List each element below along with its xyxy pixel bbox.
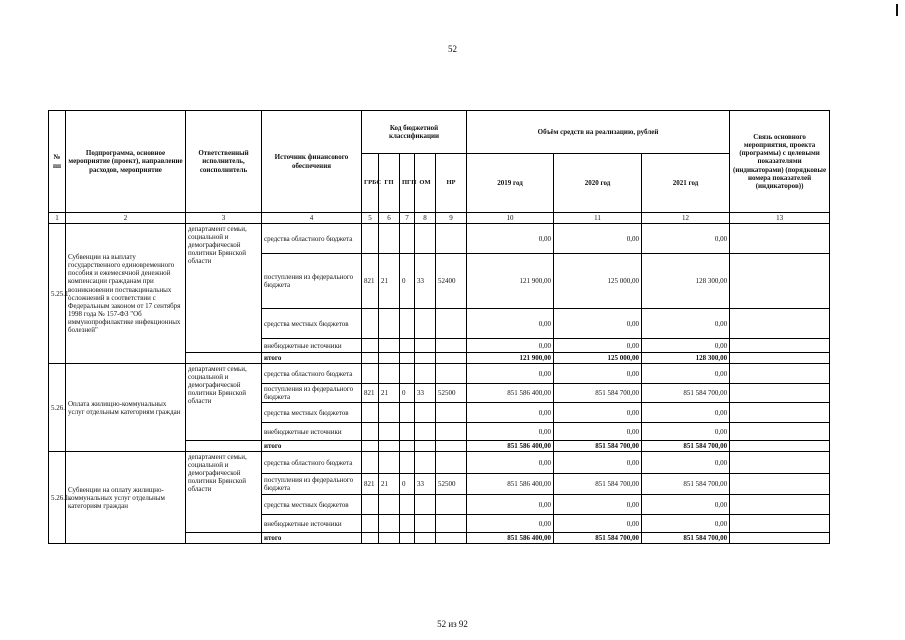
code-pgp: 0 bbox=[400, 384, 415, 403]
code-np bbox=[436, 353, 467, 364]
code-om bbox=[415, 441, 436, 452]
code-gp bbox=[379, 309, 400, 339]
code-om bbox=[415, 533, 436, 544]
code-np: 52400 bbox=[436, 254, 467, 309]
amount-2019: 0,00 bbox=[467, 224, 554, 254]
code-grbs bbox=[362, 309, 379, 339]
amount-2021: 0,00 bbox=[642, 423, 730, 441]
indicator-link-cell bbox=[730, 533, 830, 544]
item-executor: департамент семьи, социальной и демографической политики Брянской области bbox=[186, 364, 262, 441]
code-om: 33 bbox=[415, 254, 436, 309]
amount-2021: 0,00 bbox=[642, 495, 730, 515]
amount-2021: 851 584 700,00 bbox=[642, 533, 730, 544]
header-volume: Объём средств на реализацию, рублей bbox=[467, 111, 730, 154]
amount-2021: 0,00 bbox=[642, 403, 730, 423]
code-grbs bbox=[362, 441, 379, 452]
funding-source: внебюджетные источники bbox=[262, 339, 362, 353]
indicator-link-cell bbox=[730, 254, 830, 309]
table-row bbox=[49, 452, 830, 474]
funding-source: внебюджетные источники bbox=[262, 515, 362, 533]
column-number: 10 bbox=[467, 213, 554, 224]
amount-2019: 0,00 bbox=[467, 339, 554, 353]
empty-cell bbox=[186, 353, 262, 364]
code-np bbox=[436, 441, 467, 452]
code-pgp bbox=[400, 353, 415, 364]
code-grbs bbox=[362, 495, 379, 515]
amount-2020: 0,00 bbox=[554, 309, 642, 339]
amount-2020: 125 000,00 bbox=[554, 254, 642, 309]
code-om bbox=[415, 339, 436, 353]
column-number: 2 bbox=[66, 213, 186, 224]
code-np bbox=[436, 515, 467, 533]
column-number: 3 bbox=[186, 213, 262, 224]
amount-2019: 851 586 400,00 bbox=[467, 474, 554, 495]
amount-2019: 0,00 bbox=[467, 403, 554, 423]
code-grbs bbox=[362, 364, 379, 384]
column-number: 9 bbox=[436, 213, 467, 224]
total-label: итого bbox=[262, 533, 362, 544]
code-grbs bbox=[362, 515, 379, 533]
funding-source: средства местных бюджетов bbox=[262, 403, 362, 423]
header-year-2020: 2020 год bbox=[554, 154, 642, 213]
item-number: 5.26.1. bbox=[49, 452, 66, 544]
code-grbs bbox=[362, 403, 379, 423]
code-om bbox=[415, 515, 436, 533]
item-name: Субвенции на оплату жилищно-коммунальных услуг отдельным категориям граждан bbox=[66, 452, 186, 544]
amount-2019: 0,00 bbox=[467, 452, 554, 474]
indicator-link-cell bbox=[730, 441, 830, 452]
code-gp bbox=[379, 364, 400, 384]
table-row bbox=[49, 364, 830, 384]
header-year-2021: 2021 год bbox=[642, 154, 730, 213]
amount-2020: 851 584 700,00 bbox=[554, 533, 642, 544]
header-np: НР bbox=[436, 154, 467, 213]
code-pgp: 0 bbox=[400, 254, 415, 309]
code-gp bbox=[379, 533, 400, 544]
funding-source: средства местных бюджетов bbox=[262, 309, 362, 339]
amount-2020: 851 584 700,00 bbox=[554, 474, 642, 495]
code-pgp bbox=[400, 452, 415, 474]
code-grbs: 821 bbox=[362, 254, 379, 309]
indicator-link-cell bbox=[730, 224, 830, 254]
header-num: № пп bbox=[49, 111, 66, 213]
indicator-link-cell bbox=[730, 384, 830, 403]
amount-2021: 851 584 700,00 bbox=[642, 474, 730, 495]
amount-2020: 0,00 bbox=[554, 364, 642, 384]
indicator-link-cell bbox=[730, 515, 830, 533]
code-om bbox=[415, 309, 436, 339]
header-budget-code: Код бюджетной классификации bbox=[362, 111, 467, 154]
amount-2021: 0,00 bbox=[642, 515, 730, 533]
amount-2021: 851 584 700,00 bbox=[642, 441, 730, 452]
amount-2020: 851 584 700,00 bbox=[554, 441, 642, 452]
code-np: 52500 bbox=[436, 384, 467, 403]
column-number: 5 bbox=[362, 213, 379, 224]
code-pgp bbox=[400, 533, 415, 544]
code-gp: 21 bbox=[379, 384, 400, 403]
code-om bbox=[415, 495, 436, 515]
code-om bbox=[415, 452, 436, 474]
amount-2021: 851 584 700,00 bbox=[642, 384, 730, 403]
amount-2019: 0,00 bbox=[467, 309, 554, 339]
column-number: 13 bbox=[730, 213, 830, 224]
code-om bbox=[415, 353, 436, 364]
amount-2019: 0,00 bbox=[467, 495, 554, 515]
code-pgp bbox=[400, 515, 415, 533]
column-number: 6 bbox=[379, 213, 400, 224]
amount-2021: 128 300,00 bbox=[642, 254, 730, 309]
amount-2021: 0,00 bbox=[642, 224, 730, 254]
header-program: Подпрограмма, основное мероприятие (проект), направление расходов, мероприятие bbox=[66, 111, 186, 213]
funding-source: внебюджетные источники bbox=[262, 423, 362, 441]
funding-source: поступления из федерального бюджета bbox=[262, 254, 362, 309]
code-grbs bbox=[362, 533, 379, 544]
page-number-top: 52 bbox=[448, 44, 457, 54]
code-gp bbox=[379, 441, 400, 452]
code-np bbox=[436, 403, 467, 423]
indicator-link-cell bbox=[730, 403, 830, 423]
table-body bbox=[49, 213, 830, 544]
header-year-2019: 2019 год bbox=[467, 154, 554, 213]
code-gp bbox=[379, 353, 400, 364]
code-gp bbox=[379, 515, 400, 533]
empty-cell bbox=[186, 441, 262, 452]
column-number: 11 bbox=[554, 213, 642, 224]
code-pgp bbox=[400, 339, 415, 353]
amount-2019: 0,00 bbox=[467, 423, 554, 441]
code-np bbox=[436, 309, 467, 339]
code-gp bbox=[379, 423, 400, 441]
code-np bbox=[436, 224, 467, 254]
item-executor: департамент семьи, социальной и демографической политики Брянской области bbox=[186, 224, 262, 353]
code-gp: 21 bbox=[379, 474, 400, 495]
amount-2020: 125 000,00 bbox=[554, 353, 642, 364]
header-pgp: ПГП bbox=[400, 154, 415, 213]
indicator-link-cell bbox=[730, 474, 830, 495]
funding-source: средства областного бюджета bbox=[262, 452, 362, 474]
code-om bbox=[415, 224, 436, 254]
code-gp bbox=[379, 495, 400, 515]
indicator-link-cell bbox=[730, 353, 830, 364]
amount-2020: 0,00 bbox=[554, 495, 642, 515]
code-pgp bbox=[400, 309, 415, 339]
item-executor: департамент семьи, социальной и демографической политики Брянской области bbox=[186, 452, 262, 533]
code-om bbox=[415, 364, 436, 384]
code-om bbox=[415, 423, 436, 441]
code-gp bbox=[379, 403, 400, 423]
amount-2021: 0,00 bbox=[642, 339, 730, 353]
total-label: итого bbox=[262, 353, 362, 364]
amount-2019: 0,00 bbox=[467, 515, 554, 533]
column-number: 7 bbox=[400, 213, 415, 224]
funding-source: средства областного бюджета bbox=[262, 224, 362, 254]
code-gp bbox=[379, 339, 400, 353]
empty-cell bbox=[186, 533, 262, 544]
code-pgp bbox=[400, 403, 415, 423]
amount-2021: 0,00 bbox=[642, 309, 730, 339]
code-grbs: 821 bbox=[362, 384, 379, 403]
code-grbs bbox=[362, 224, 379, 254]
scan-edge-mark bbox=[896, 4, 898, 16]
code-om bbox=[415, 403, 436, 423]
header-link: Связь основного мероприятия, проекта (программы) с целевыми показателями (индикаторами) (порядковые номера показателей (индикаторов)) bbox=[730, 111, 830, 213]
code-pgp bbox=[400, 495, 415, 515]
amount-2020: 0,00 bbox=[554, 452, 642, 474]
amount-2019: 0,00 bbox=[467, 364, 554, 384]
code-grbs bbox=[362, 423, 379, 441]
code-np bbox=[436, 533, 467, 544]
code-pgp: 0 bbox=[400, 474, 415, 495]
code-om: 33 bbox=[415, 474, 436, 495]
item-name: Субвенции на выплату государственного единовременного пособия и ежемесячной денежной компенсации гражданам при возникновении поствакцинальных осложнений в соответствии с Федеральным законом от 17 сентября 1998 года № 157-ФЗ "Об иммунопрофилактике инфекционных болезней" bbox=[66, 224, 186, 364]
code-np: 52500 bbox=[436, 474, 467, 495]
indicator-link-cell bbox=[730, 339, 830, 353]
funding-source: средства областного бюджета bbox=[262, 364, 362, 384]
code-np bbox=[436, 339, 467, 353]
code-pgp bbox=[400, 441, 415, 452]
code-np bbox=[436, 423, 467, 441]
indicator-link-cell bbox=[730, 423, 830, 441]
code-np bbox=[436, 452, 467, 474]
amount-2020: 0,00 bbox=[554, 339, 642, 353]
column-number: 4 bbox=[262, 213, 362, 224]
code-pgp bbox=[400, 364, 415, 384]
amount-2019: 851 586 400,00 bbox=[467, 533, 554, 544]
code-grbs bbox=[362, 339, 379, 353]
column-number: 8 bbox=[415, 213, 436, 224]
code-np bbox=[436, 495, 467, 515]
item-number: 5.26. bbox=[49, 364, 66, 452]
amount-2020: 0,00 bbox=[554, 423, 642, 441]
funding-source: поступления из федерального бюджета bbox=[262, 384, 362, 403]
funding-source: средства местных бюджетов bbox=[262, 495, 362, 515]
header-source: Источник финансового обеспечения bbox=[262, 111, 362, 213]
item-number: 5.25.1. bbox=[49, 224, 66, 364]
total-label: итого bbox=[262, 441, 362, 452]
indicator-link-cell bbox=[730, 309, 830, 339]
code-om: 33 bbox=[415, 384, 436, 403]
amount-2019: 851 586 400,00 bbox=[467, 441, 554, 452]
amount-2021: 128 300,00 bbox=[642, 353, 730, 364]
indicator-link-cell bbox=[730, 364, 830, 384]
amount-2021: 0,00 bbox=[642, 364, 730, 384]
code-gp: 21 bbox=[379, 254, 400, 309]
indicator-link-cell bbox=[730, 452, 830, 474]
amount-2020: 0,00 bbox=[554, 403, 642, 423]
code-grbs: 821 bbox=[362, 474, 379, 495]
page-footer: 52 из 92 bbox=[437, 619, 468, 629]
amount-2020: 851 584 700,00 bbox=[554, 384, 642, 403]
code-pgp bbox=[400, 224, 415, 254]
budget-table bbox=[48, 110, 830, 544]
amount-2019: 121 900,00 bbox=[467, 353, 554, 364]
code-gp bbox=[379, 452, 400, 474]
column-number: 12 bbox=[642, 213, 730, 224]
funding-source: поступления из федерального бюджета bbox=[262, 474, 362, 495]
amount-2020: 0,00 bbox=[554, 515, 642, 533]
header-grbs: ГРБС bbox=[362, 154, 379, 213]
code-gp bbox=[379, 224, 400, 254]
column-number: 1 bbox=[49, 213, 66, 224]
code-pgp bbox=[400, 423, 415, 441]
amount-2019: 121 900,00 bbox=[467, 254, 554, 309]
indicator-link-cell bbox=[730, 495, 830, 515]
amount-2021: 0,00 bbox=[642, 452, 730, 474]
code-grbs bbox=[362, 353, 379, 364]
code-np bbox=[436, 364, 467, 384]
column-number-row bbox=[49, 213, 830, 224]
header-gp: ГП bbox=[379, 154, 400, 213]
header-om: ОМ bbox=[415, 154, 436, 213]
amount-2020: 0,00 bbox=[554, 224, 642, 254]
item-name: Оплата жилищно-коммунальных услуг отдельным категориям граждан bbox=[66, 364, 186, 452]
table-row bbox=[49, 224, 830, 254]
header-executor: Ответственный исполнитель, соисполнитель bbox=[186, 111, 262, 213]
code-grbs bbox=[362, 452, 379, 474]
amount-2019: 851 586 400,00 bbox=[467, 384, 554, 403]
